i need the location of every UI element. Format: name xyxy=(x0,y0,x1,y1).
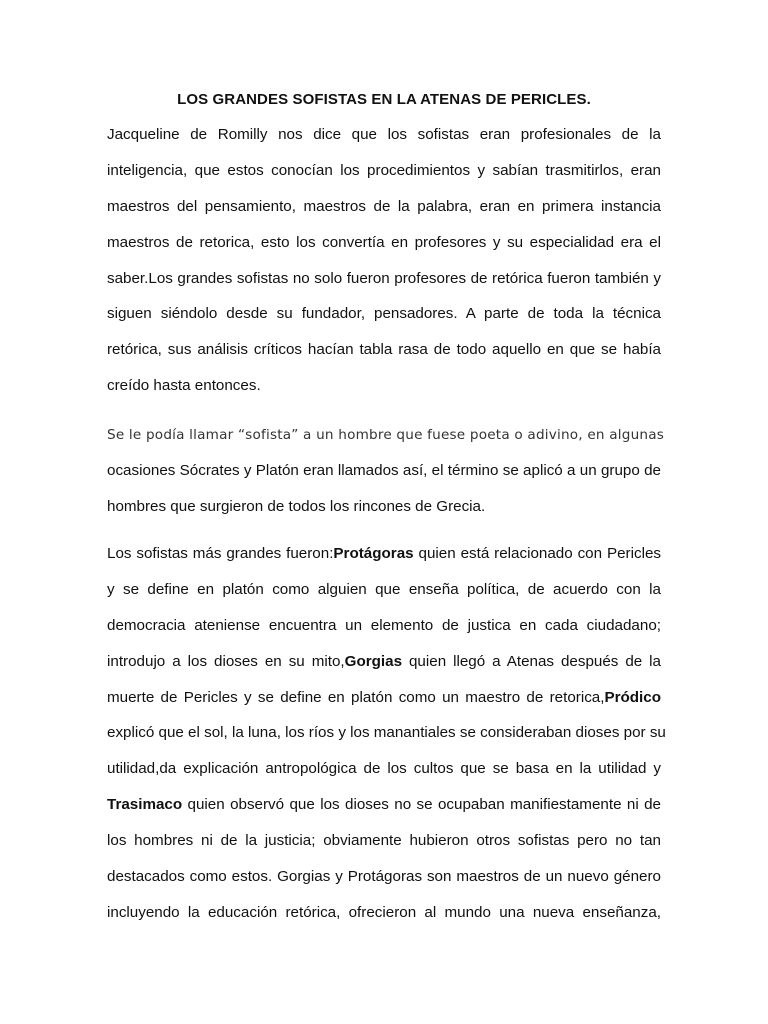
text-line: creído hasta entonces. xyxy=(107,377,261,395)
name-protagoras: Protágoras xyxy=(333,545,414,562)
name-trasimaco: Trasimaco xyxy=(107,796,183,814)
text-line: maestros de retorica, esto los convertía en profesores y su especialidad era el xyxy=(107,233,661,251)
text-line: Jacqueline de Romilly nos dice que los sofistas eran profesionales de la xyxy=(107,126,661,143)
text-span: introdujo a los dioses en su mito, xyxy=(107,652,345,670)
document-title: LOS GRANDES SOFISTAS EN LA ATENAS DE PERICLES. xyxy=(177,91,591,108)
text-line: saber.Los grandes sofistas no solo fueron profesores de retórica fueron también y xyxy=(107,269,661,287)
paragraph-sofista-first-line: Se le podía llamar “sofista” a un hombre que fuese poeta o adivino, en algunas xyxy=(107,427,665,443)
text-span: quien llegó a Atenas después de la xyxy=(402,652,662,670)
text-span: Los sofistas más grandes fueron: xyxy=(107,545,334,562)
text-span: quien observó que los dioses no se ocupaban manifiestamente ni de xyxy=(182,796,661,814)
text-line xyxy=(107,536,661,572)
text-line xyxy=(107,680,661,716)
text-line: y se define en platón como alguien que enseña política, de acuerdo con la xyxy=(107,580,661,598)
text-line: ocasiones Sócrates y Platón eran llamados así, el término se aplicó a un grupo de xyxy=(107,462,661,479)
text-line: utilidad,da explicación antropológica de los cultos que se basa en la utilidad y xyxy=(107,760,661,778)
text-span: quien está relacionado con Pericles xyxy=(413,545,661,562)
text-span: muerte de Pericles y se define en platón como un maestro de retorica, xyxy=(107,688,605,706)
name-gorgias: Gorgias xyxy=(344,652,403,670)
text-line: siguen siéndolo desde su fundador, pensadores. A parte de toda la técnica xyxy=(107,305,661,323)
text-line xyxy=(107,787,661,823)
text-line xyxy=(107,644,661,680)
paragraph-sofista xyxy=(107,453,661,525)
text-line: incluyendo la educación retórica, ofrecieron al mundo una nueva enseñanza, xyxy=(107,903,661,921)
text-line: inteligencia, que estos conocían los procedimientos y sabían trasmitirlos, eran xyxy=(107,161,661,179)
text-line: explicó que el sol, la luna, los ríos y los manantiales se consideraban dioses por su xyxy=(107,724,666,742)
text-line: destacados como estos. Gorgias y Protágoras son maestros de un nuevo género xyxy=(107,868,661,886)
paragraph-grandes-sofistas xyxy=(107,536,666,931)
text-line: los hombres ni de la justicia; obviamente hubieron otros sofistas pero no tan xyxy=(107,832,661,850)
text-line: maestros del pensamiento, maestros de la palabra, eran en primera instancia xyxy=(107,197,661,215)
text-line: democracia ateniense encuentra un elemento de justica en cada ciudadano; xyxy=(107,616,661,634)
text-line: retórica, sus análisis críticos hacían tabla rasa de todo aquello en que se había xyxy=(107,341,661,359)
name-prodico: Pródico xyxy=(604,688,661,706)
paragraph-romilly xyxy=(107,117,661,404)
text-line: hombres que surgieron de todos los rincones de Grecia. xyxy=(107,497,486,515)
